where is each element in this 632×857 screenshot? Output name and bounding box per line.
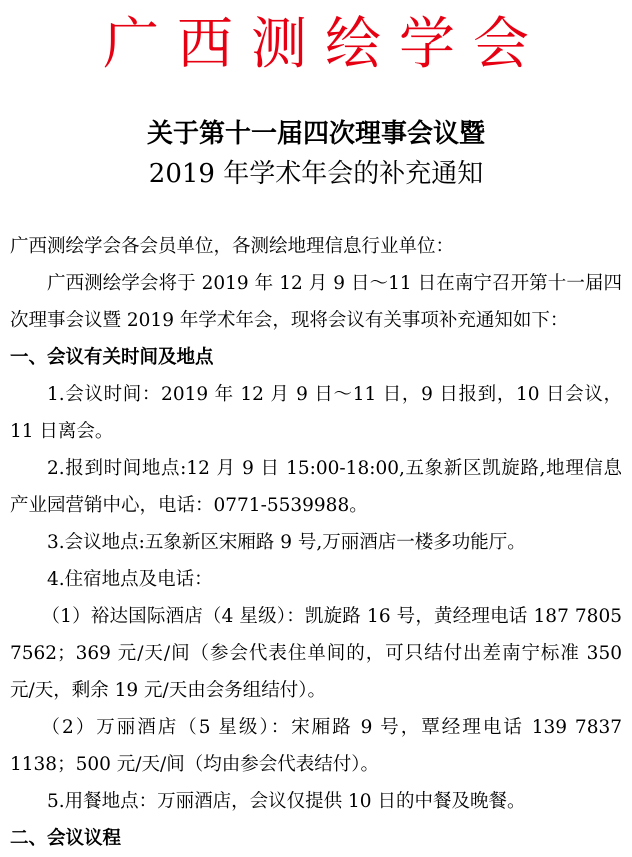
item-registration: 2.报到时间地点:12 月 9 日 15:00-18:00,五象新区凯旋路,地理信息产业园营销中心，电话：0771-5539988。 bbox=[10, 458, 622, 516]
salutation: 广西测绘学会各会员单位，各测绘地理信息行业单位： bbox=[10, 236, 455, 257]
document-title-line-2: 2019 年学术年会的补充通知 bbox=[148, 159, 484, 189]
section-heading-time-location: 一、会议有关时间及地点 bbox=[10, 347, 214, 368]
item-dining: 5.用餐地点：万丽酒店，会议仅提供 10 日的中餐及晚餐。 bbox=[47, 791, 526, 812]
section-heading-agenda: 二、会议议程 bbox=[10, 828, 122, 849]
intro-paragraph: 广西测绘学会将于 2019 年 12 月 9 日～11 日在南宁召开第十一届四次理事会议暨 2019 年学术年会，现将会议有关事项补充通知如下： bbox=[10, 273, 622, 331]
item-meeting-time: 1.会议时间：2019 年 12 月 9 日～11 日，9 日报到，10 日会议，11 日离会。 bbox=[10, 384, 622, 442]
item-hotel-renaissance: （2）万丽酒店（5 星级）：宋厢路 9 号，覃经理电话 139 7837 1138；500 元/天/间（均由参会代表结付）。 bbox=[10, 717, 622, 775]
item-hotel-yuda: （1）裕达国际酒店（4 星级）：凯旋路 16 号，黄经理电话 187 7805 7562；369 元/天/间（参会代表住单间的，可只结付出差南宁标准 350 元/天，剩余 19 元/天由会务组结付）。 bbox=[10, 606, 622, 701]
organization-header: 广西测绘学会 bbox=[103, 12, 547, 77]
item-accommodation: 4.住宿地点及电话： bbox=[47, 569, 213, 590]
document-body bbox=[10, 228, 622, 857]
document-title-line-1: 关于第十一届四次理事会议暨 bbox=[146, 119, 485, 149]
item-meeting-venue: 3.会议地点:五象新区宋厢路 9 号,万丽酒店一楼多功能厅。 bbox=[47, 532, 526, 553]
